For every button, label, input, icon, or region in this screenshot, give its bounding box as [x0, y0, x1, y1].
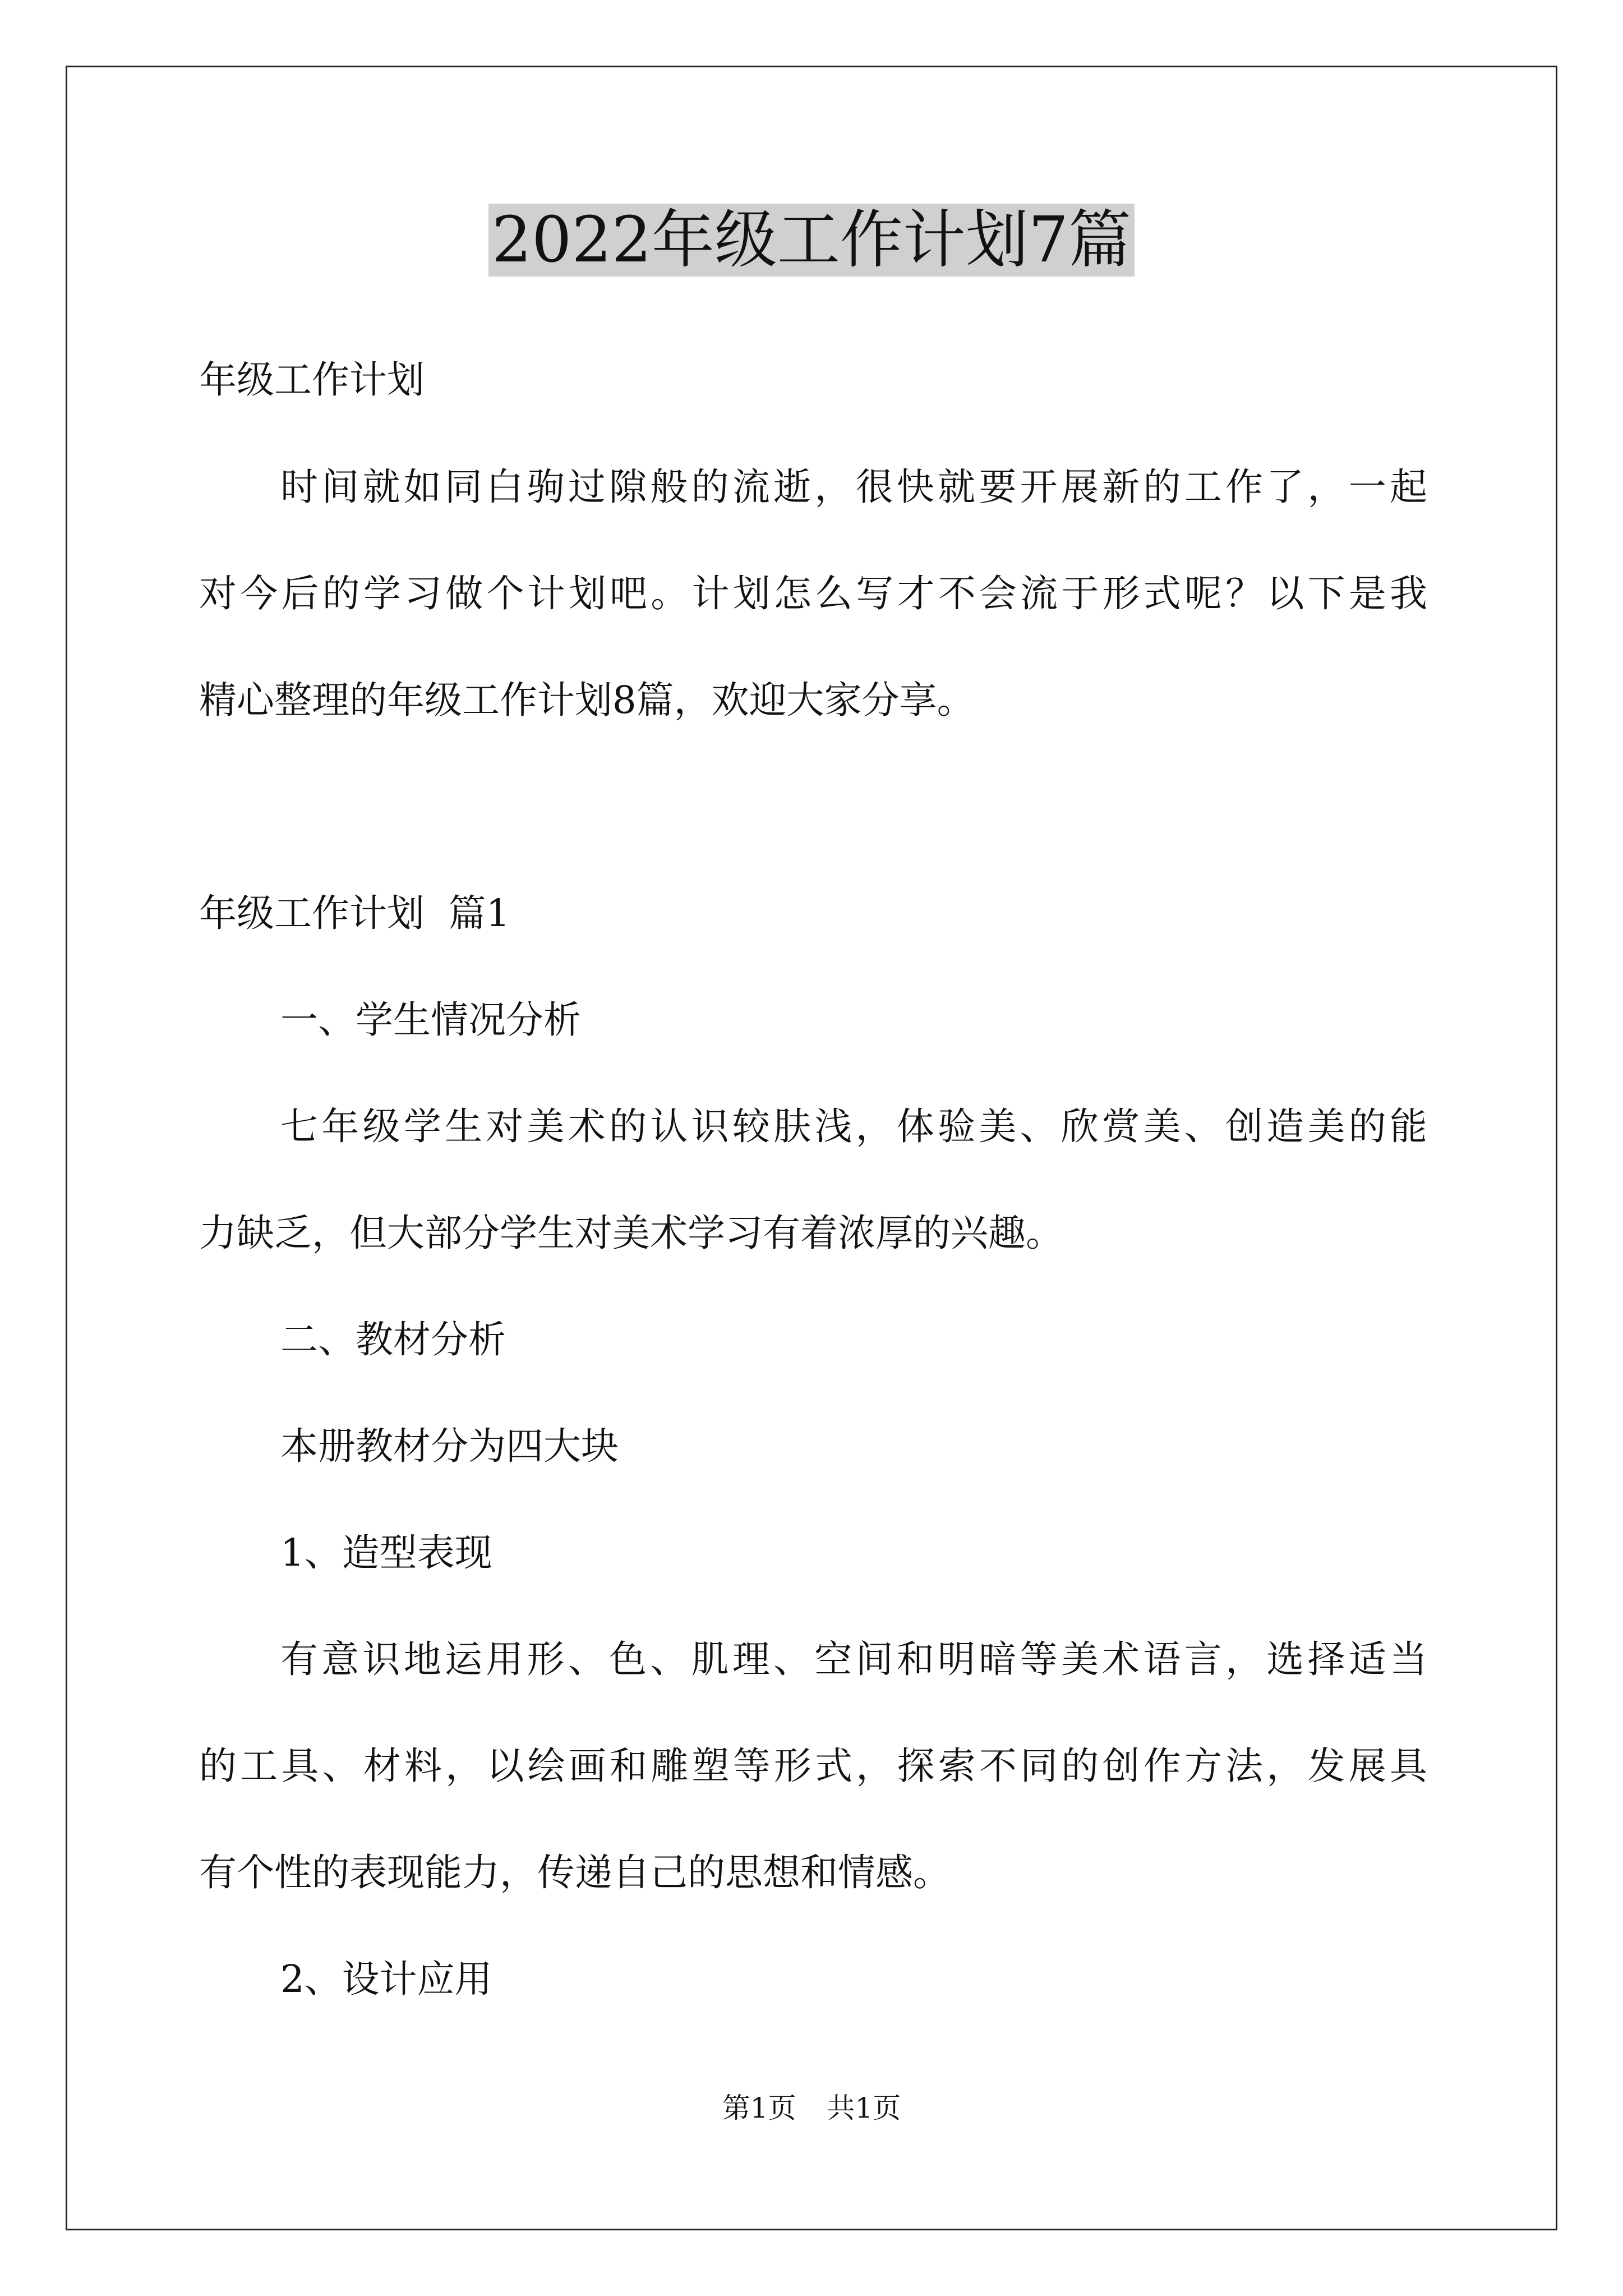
document-title-text: 2022年级工作计划7篇 [488, 204, 1135, 277]
intro-line-3: 精心整理的年级工作计划8篇，欢迎大家分享。 [199, 678, 975, 722]
page-number: 第1页 [722, 2092, 796, 2124]
list-item-heading: 1、造型表现 [280, 1531, 492, 1575]
page-footer [0, 2091, 1623, 2125]
page-total: 共1页 [827, 2092, 901, 2124]
article-heading: 年级工作计划 篇1 [199, 891, 510, 935]
section-heading: 年级工作计划 [199, 358, 425, 402]
paragraph-line: 本册教材分为四大块 [280, 1424, 619, 1468]
paragraph-line: 有个性的表现能力，传递自己的思想和情感。 [199, 1851, 951, 1894]
subsection-heading-1: 一、学生情况分析 [280, 998, 581, 1042]
intro-line-2: 对今后的学习做个计划吧。计划怎么写才不会流于形式呢？以下是我 [199, 572, 1427, 615]
subsection-heading-2: 二、教材分析 [280, 1318, 506, 1361]
paragraph-line: 力缺乏，但大部分学生对美术学习有着浓厚的兴趣。 [199, 1211, 1063, 1255]
paragraph-line: 的工具、材料，以绘画和雕塑等形式，探索不同的创作方法，发展具 [199, 1744, 1427, 1788]
intro-line-1: 时间就如同白驹过隙般的流逝，很快就要开展新的工作了，一起 [280, 465, 1427, 509]
paragraph-line: 七年级学生对美术的认识较肤浅，体验美、欣赏美、创造美的能 [280, 1105, 1427, 1148]
list-item-heading: 2、设计应用 [280, 1957, 492, 2001]
document-title [0, 201, 1623, 279]
paragraph-line: 有意识地运用形、色、肌理、空间和明暗等美术语言，选择适当 [280, 1637, 1427, 1681]
